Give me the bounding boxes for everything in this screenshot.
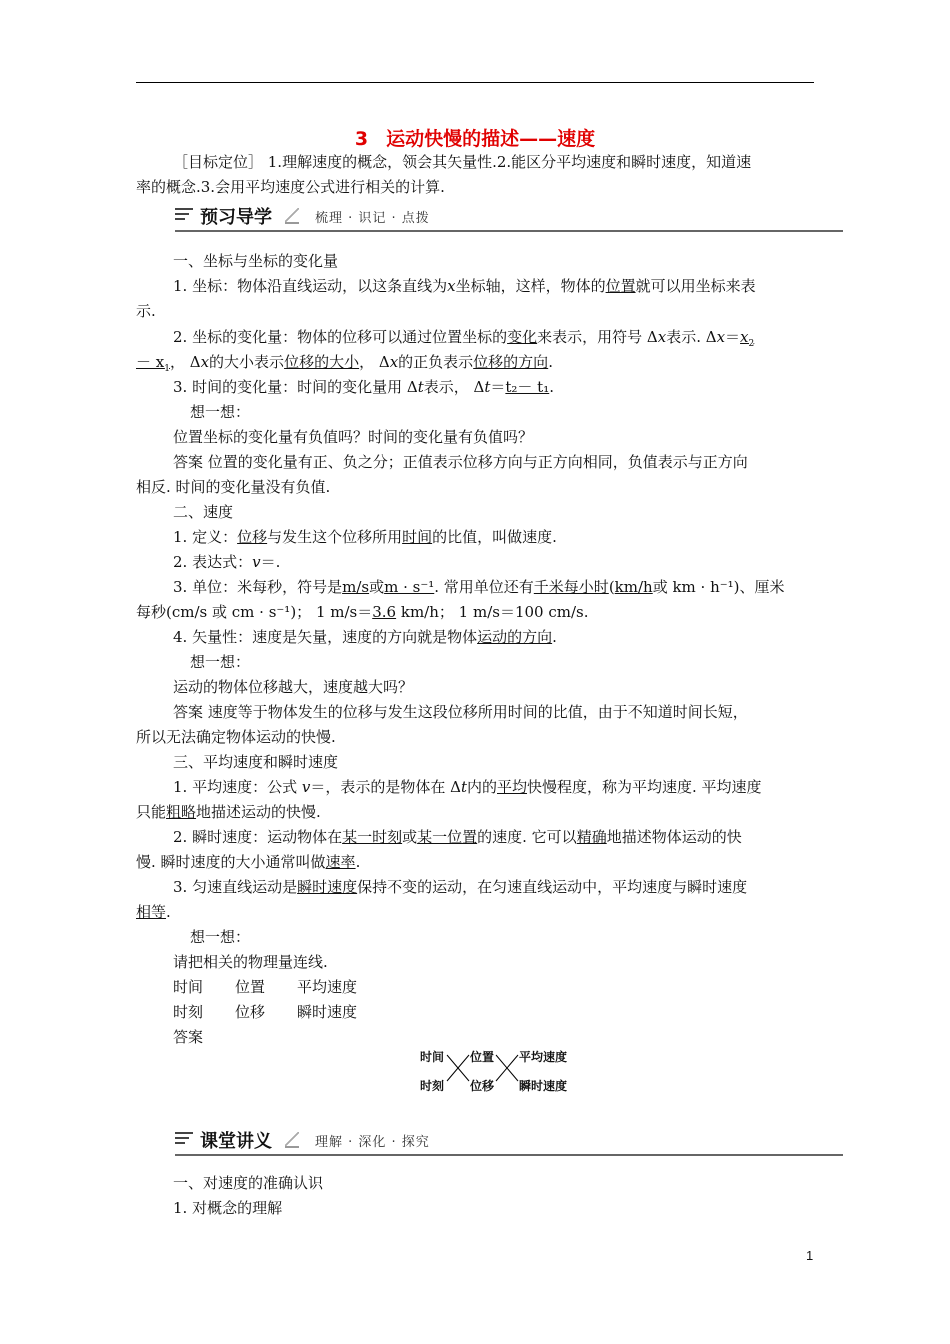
- think-2: 想一想：: [190, 653, 251, 671]
- heading-4: 一、对速度的准确认识: [173, 1174, 324, 1192]
- answer-2b: 所以无法确定物体运动的快慢.: [136, 728, 336, 746]
- answer-2a: 答案 速度等于物体发生的位移与发生这段位移所用时间的比值，由于不知道时间长短，: [173, 703, 748, 721]
- question-2: 运动的物体位移越大，速度越大吗？: [173, 678, 414, 696]
- diagram-position: 位置: [470, 1050, 495, 1064]
- section-tag: 理解 · 深化 · 探究: [315, 1135, 430, 1150]
- diagram-inst-speed: 瞬时速度: [519, 1079, 568, 1093]
- para-2-2: 2. 表达式：v＝.: [173, 553, 281, 571]
- match-row-1: 时间 位置 平均速度: [173, 978, 358, 996]
- diagram-displacement: 位移: [470, 1079, 495, 1093]
- section-title: 课堂讲义: [200, 1131, 272, 1152]
- answer-1a: 答案 位置的变化量有正、负之分；正值表示位移方向与正方向相同，负值表示与正方向: [173, 453, 748, 471]
- match-row-2: 时刻 位移 瞬时速度: [173, 1003, 358, 1021]
- title-text: 运动快慢的描述——速度: [386, 128, 596, 150]
- para-3-2: 2. 瞬时速度：运动物体在某一时刻或某一位置的速度. 它可以精确地描述物体运动的快: [173, 828, 742, 846]
- answer-3: 答案: [173, 1028, 204, 1046]
- question-1: 位置坐标的变化量有负值吗？时间的变化量有负值吗？: [173, 428, 534, 446]
- answer-1b: 相反. 时间的变化量没有负值.: [136, 478, 331, 496]
- think-1: 想一想：: [190, 403, 251, 421]
- page-number: 1: [806, 1248, 814, 1263]
- diagram-avg-speed: 平均速度: [519, 1050, 568, 1064]
- para-3-3: 3. 匀速直线运动是瞬时速度保持不变的运动，在匀速直线运动中，平均速度与瞬时速度: [173, 878, 748, 896]
- heading-3: 三、平均速度和瞬时速度: [173, 753, 339, 771]
- goal-line-2: 率的概念.3.会用平均速度公式进行相关的计算.: [136, 178, 445, 196]
- para-1-2: 2. 坐标的变化量：物体的位移可以通过位置坐标的变化来表示，用符号 Δx表示. $\Delta x=x_2$: [173, 328, 755, 349]
- para-4-1: 1. 对概念的理解: [173, 1199, 283, 1217]
- heading-1: 一、坐标与坐标的变化量: [173, 252, 339, 270]
- para-2-3b: 每秒(cm/s 或 cm · s⁻¹)； 1 m/s＝3.6 km/h； 1 m/s＝100 cm/s.: [136, 603, 589, 621]
- para-2-4: 4. 矢量性：速度是矢量，速度的方向就是物体运动的方向.: [173, 628, 557, 646]
- section-header-lecture: [175, 1126, 843, 1156]
- para-2-1: 1. 定义：位移与发生这个位移所用时间的比值，叫做速度.: [173, 528, 557, 546]
- para-1-1b: 示.: [136, 302, 156, 320]
- slash-icon: [285, 1132, 299, 1148]
- think-3: 想一想：: [190, 928, 251, 946]
- section-tag: 梳理 · 识记 · 点拨: [315, 211, 430, 226]
- para-1-1: 1. 坐标：物体沿直线运动，以这条直线为x坐标轴，这样，物体的位置就可以用坐标来表: [173, 277, 756, 295]
- matching-diagram: [420, 1046, 580, 1096]
- para-3-3b: 相等.: [136, 903, 171, 921]
- page-title: [0, 124, 950, 151]
- heading-2: 二、速度: [173, 503, 234, 521]
- section-lines-icon: [175, 208, 193, 223]
- para-1-2b: － $x_1$， Δx的大小表示位移的大小， Δx的正负表示位移的方向.: [136, 353, 553, 374]
- section-title: 预习导学: [200, 207, 272, 228]
- diagram-moment: 时刻: [420, 1079, 445, 1093]
- para-3-2b: 慢. 瞬时速度的大小通常叫做速率.: [136, 853, 361, 871]
- header-rule: [136, 82, 814, 83]
- diagram-time: 时间: [420, 1050, 445, 1064]
- para-1-3: 3. 时间的变化量：时间的变化量用 Δt表示， Δt＝t₂－ t₁.: [173, 378, 555, 396]
- para-3-1: 1. 平均速度：公式 v＝，表示的是物体在 Δt内的平均快慢程度，称为平均速度. 平均速度: [173, 778, 762, 796]
- para-3-1b: 只能粗略地描述运动的快慢.: [136, 803, 321, 821]
- title-number: 3: [354, 128, 369, 150]
- question-3: 请把相关的物理量连线.: [173, 953, 328, 971]
- section-header-preview: [175, 202, 843, 232]
- section-lines-icon: [175, 1132, 193, 1147]
- goal-line-1: ［目标定位］ 1.理解速度的概念，领会其矢量性.2.能区分平均速度和瞬时速度，知道速: [173, 153, 752, 171]
- para-2-3: 3. 单位：米每秒，符号是m/s或m · s⁻¹. 常用单位还有千米每小时(km/h或 km · h⁻¹)、厘米: [173, 578, 785, 596]
- slash-icon: [285, 208, 299, 224]
